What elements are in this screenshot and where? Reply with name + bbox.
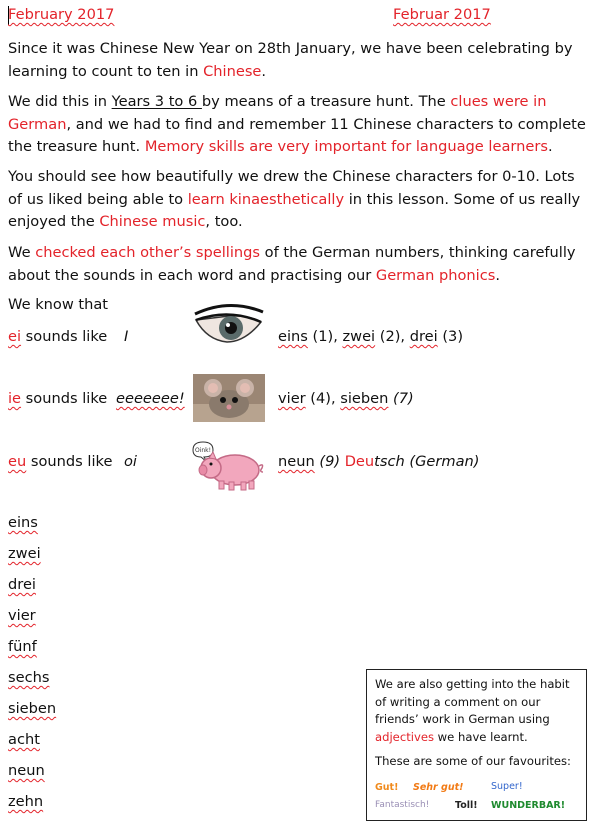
- sound-example: eeeeeee!: [116, 390, 185, 407]
- date-english: February 2017: [8, 6, 115, 23]
- intro-text: We are also getting into the habit of writing a comment on our friends’ work in German using: [375, 677, 570, 726]
- number-word: drei: [8, 576, 36, 593]
- number-word: neun: [8, 762, 45, 779]
- p4-phonics: German phonics: [375, 266, 496, 284]
- number-word: eins: [8, 514, 38, 531]
- sound-example: I: [124, 328, 129, 345]
- sound-rule-eu: [8, 453, 112, 470]
- p2-end: .: [547, 138, 553, 155]
- example-word: neun: [278, 453, 315, 470]
- example-word: eins: [278, 328, 308, 345]
- number-word: fünf: [8, 638, 37, 655]
- p4-text: We: [8, 244, 36, 261]
- p1-text: Since it was Chinese New Year on 28th January, we have been celebrating by learning to count to ten in: [8, 40, 573, 80]
- sounds-like: sounds like: [21, 390, 108, 407]
- date-german: Februar 2017: [393, 6, 491, 23]
- paragraph-treasure-hunt: [8, 91, 593, 159]
- pig-image: [191, 440, 267, 494]
- number-word: acht: [8, 731, 40, 748]
- stamp-wunderbar: WUNDERBAR!: [491, 799, 566, 811]
- examples-ei: [278, 328, 463, 345]
- examples-ie: [278, 390, 414, 407]
- example-number: (2),: [375, 328, 410, 345]
- letter-pair: eu: [8, 453, 27, 470]
- sound-rule-ie: [8, 390, 107, 407]
- example-word: drei: [409, 328, 438, 345]
- p3-kinaesthetic: learn kinaesthetically: [187, 190, 345, 208]
- paragraph-characters: [8, 166, 593, 234]
- p2-years: Years 3 to 6: [111, 93, 202, 110]
- number-word: sechs: [8, 669, 50, 686]
- example-number: (4),: [305, 390, 341, 407]
- p3-end: , too.: [205, 213, 243, 230]
- stamp-fantastisch: Fantastisch!: [375, 799, 430, 810]
- example-number: (1),: [307, 328, 343, 345]
- p1-end: .: [261, 62, 267, 80]
- adjectives-word: adjectives: [375, 729, 434, 744]
- adjectives-box: [366, 669, 587, 821]
- intro-end: we have learnt.: [434, 729, 528, 744]
- sound-rule-ei: [8, 328, 107, 345]
- example-number: (9): [314, 453, 345, 470]
- example-word: zwei: [342, 328, 376, 345]
- p1-highlight: Chinese: [203, 62, 262, 80]
- pig-speech-bubble: Oink!: [194, 447, 212, 454]
- example-word: sieben: [340, 390, 389, 407]
- stamp-collection: [375, 775, 578, 815]
- letter-pair: ie: [8, 390, 22, 407]
- example-word: vier: [278, 390, 306, 407]
- example-number: (7): [388, 390, 414, 407]
- sounds-like: sounds like: [26, 453, 113, 470]
- p2-text-3: , and we had to find and remember 11 Chinese characters to complete the treasure hunt.: [8, 115, 586, 155]
- eye-image: [193, 300, 265, 350]
- number-word: vier: [8, 607, 36, 624]
- paragraph-chinese-new-year: [8, 38, 593, 83]
- we-know-that: We know that: [8, 296, 109, 313]
- stamp-gut: Gut!: [375, 781, 399, 793]
- stamp-sehr-gut: Sehr gut!: [413, 781, 464, 793]
- p2-clues: clues were in German: [8, 93, 547, 133]
- stamp-super: Super!: [491, 780, 523, 792]
- number-word: zwei: [8, 545, 41, 562]
- number-word: sieben: [8, 700, 57, 717]
- p2-memory: Memory skills are very important for language learners: [144, 138, 548, 155]
- p3-music: Chinese music: [99, 213, 206, 230]
- mouse-image: [193, 374, 265, 422]
- adjectives-intro: [375, 676, 578, 746]
- letter-pair: ei: [8, 328, 22, 345]
- p4-text-2: of the German numbers, thinking carefully about the sounds in each word and practising our: [8, 244, 576, 284]
- example-word-highlight: Deu: [344, 453, 375, 470]
- p2-text: We did this in: [8, 93, 112, 110]
- example-word-rest: tsch (German): [374, 453, 480, 470]
- stamp-toll: Toll!: [455, 799, 478, 811]
- number-word: zehn: [8, 793, 44, 810]
- sounds-like: sounds like: [21, 328, 108, 345]
- sound-example: oi: [124, 453, 137, 470]
- example-number: (3): [437, 328, 464, 345]
- p4-spellings: checked each other’s spellings: [35, 244, 261, 261]
- paragraph-phonics: [8, 242, 593, 287]
- p3-text-2: in this lesson. Some of us really enjoyed the: [8, 190, 581, 230]
- p4-end: .: [495, 266, 500, 284]
- p3-text: You should see how beautifully we drew the Chinese characters for 0-10. Lots of us liked being able to: [8, 168, 575, 208]
- p2-text-2: by means of a treasure hunt. The: [201, 93, 451, 110]
- examples-eu: [278, 453, 479, 470]
- favourites-label: These are some of our favourites:: [375, 754, 571, 768]
